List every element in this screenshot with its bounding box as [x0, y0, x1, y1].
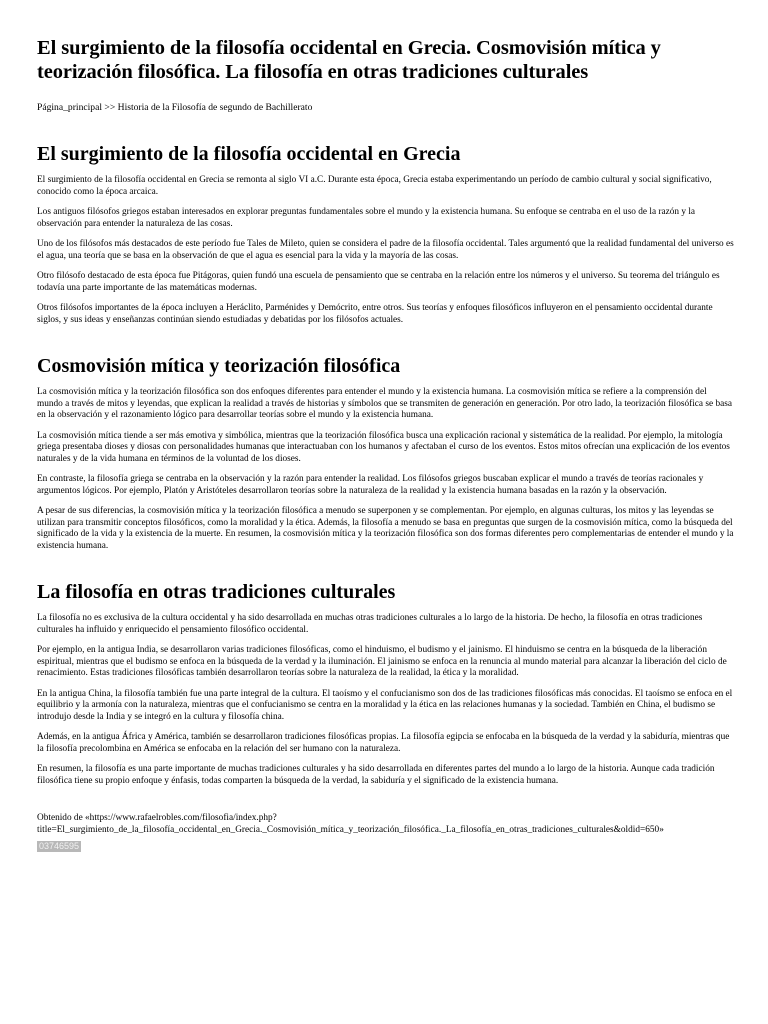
section-heading: Cosmovisión mítica y teorización filosófica	[37, 355, 401, 377]
source-attribution	[37, 813, 734, 836]
breadcrumb	[37, 102, 734, 114]
section-mythical-vs-philosophical	[37, 354, 734, 552]
source-prefix: Obtenido de «	[37, 813, 90, 823]
breadcrumb-separator: >>	[102, 102, 118, 113]
id-badge: 03746595	[39, 841, 80, 851]
paragraph: Otros filósofos importantes de la época incluyen a Heráclito, Parménides y Demócrito, entre otros. Sus teorías y enfoques filosóficos influyeron en el pensamiento occidental durante siglos, y sus ideas y enseñanzas continúan siendo estudiadas y debatidas por los filósofos actuales.	[37, 303, 713, 325]
section-greek-origins	[37, 142, 734, 326]
paragraph: La cosmovisión mítica tiende a ser más emotiva y simbólica, mientras que la teorización filosófica busca una explicación racional y sistemática de la realidad. Por ejemplo, la mitología griega presentaba dioses y diosas con personalidades humanas que interactuaban con los humanos y afectaban el curso de los eventos. Estos mitos ofrecían una explicación de los eventos naturales y de la vida humana en términos de la voluntad de los dioses.	[37, 430, 730, 464]
paragraph: A pesar de sus diferencias, la cosmovisión mítica y la teorización filosófica a menudo se superponen y se complementan. Por ejemplo, en algunas culturas, los mitos y las leyendas se utilizan para transmitir conceptos filosóficos, como la moralidad y la ética. Además, la filosofía a menudo se basa en preguntas que surgen de la cosmovisión mítica, como la búsqueda del significado de la vida y la existencia de la muerte. En resumen, la cosmovisión mítica y la teorización filosófica son dos formas diferentes pero complementarias de entender el mundo y la existencia humana.	[37, 506, 734, 551]
source-link-line2[interactable]: title=El_surgimiento_de_la_filosofía_occidental_en_Grecia._Cosmovisión_mítica_y_teorización_filosófica._La_filosofía_en_otras_tradiciones_culturales&oldid=650	[37, 824, 660, 835]
paragraph: Además, en la antigua África y América, también se desarrollaron tradiciones filosóficas propias. La filosofía egipcia se enfocaba en la búsqueda de la verdad y la sabiduría, mientras que la filosofía precolombina en América se enfocaba en la relación del ser humano con la naturaleza.	[37, 732, 730, 754]
page-title: El surgimiento de la filosofía occidental en Grecia. Cosmovisión mítica y teorización filosófica. La filosofía en otras tradiciones culturales	[37, 37, 661, 83]
paragraph: Otro filósofo destacado de esta época fue Pitágoras, quien fundó una escuela de pensamiento que se centraba en la relación entre los números y el universo. Su teorema del triángulo es todavía una parte importante de las matemáticas modernas.	[37, 271, 720, 293]
source-suffix: »	[659, 824, 664, 835]
paragraph: En resumen, la filosofía es una parte importante de muchas tradiciones culturales y ha sido desarrollada en diferentes partes del mundo a lo largo de la historia. Aunque cada tradición filosófica tiene su propio enfoque y énfasis, todas comparten la búsqueda de la verdad, la sabiduría y el significado de la existencia humana.	[37, 764, 715, 786]
paragraph: En la antigua China, la filosofía también fue una parte integral de la cultura. El taoísmo y el confucianismo son dos de las tradiciones filosóficas más conocidas. El taoísmo se enfoca en el equilibrio y la armonía con la naturaleza, mientras que el confucianismo se centra en la moralidad y la ética en las relaciones humanas y la sociedad. También en China, el budismo se introdujo desde la India y se integró en la cultura y filosofía china.	[37, 688, 733, 722]
paragraph: El surgimiento de la filosofía occidental en Grecia se remonta al siglo VI a.C. Durante esta época, Grecia estaba experimentando un período de cambio cultural y social significativo, conocido como la época arcaica.	[37, 175, 712, 197]
source-link-line1[interactable]: https://www.rafaelrobles.com/filosofia/index.php?	[89, 813, 277, 823]
breadcrumb-home-link[interactable]: Página_principal	[37, 102, 103, 113]
section-heading: La filosofía en otras tradiciones culturales	[37, 581, 396, 603]
breadcrumb-current-link[interactable]: Historia de la Filosofía de segundo de Bachillerato	[117, 102, 313, 113]
paragraph: La cosmovisión mítica y la teorización filosófica son dos enfoques diferentes para entender el mundo y la existencia humana. La cosmovisión mítica se refiere a la comprensión del mundo a través de mitos y leyendas, que explican la realidad a través de historias y símbolos que se transmiten de generación en generación. Por otro lado, la teorización filosófica se basa en la observación y el razonamiento lógico para desarrollar teorías sobre el mundo y la existencia humana.	[37, 387, 732, 420]
paragraph: Los antiguos filósofos griegos estaban interesados en explorar preguntas fundamentales sobre el mundo y la existencia humana. Su enfoque se centraba en el uso de la razón y la observación para entender la naturaleza de las cosas.	[37, 207, 696, 229]
paragraph: La filosofía no es exclusiva de la cultura occidental y ha sido desarrollada en muchas otras tradiciones culturales a lo largo de la historia. De hecho, la filosofía en otras tradiciones culturales ha influido y enriquecido el pensamiento filosófico occidental.	[37, 613, 703, 635]
paragraph: En contraste, la filosofía griega se centraba en la observación y la razón para entender la realidad. Los filósofos griegos buscaban explicar el mundo a través de teorías racionales y argumentos lógicos. Por ejemplo, Platón y Aristóteles desarrollaron teorías sobre la naturaleza de la realidad y la existencia humana basadas en la razón y la observación.	[37, 474, 704, 496]
paragraph: Uno de los filósofos más destacados de este período fue Tales de Mileto, quien se considera el padre de la filosofía occidental. Tales argumentó que la realidad fundamental del universo es el agua, una teoría que se basa en la observación de que el agua es esencial para la vida y la mayoría de las cosas.	[37, 239, 734, 261]
section-heading: El surgimiento de la filosofía occidental en Grecia	[37, 143, 461, 165]
section-other-traditions	[37, 580, 734, 787]
paragraph: Por ejemplo, en la antigua India, se desarrollaron varias tradiciones filosóficas, como el hinduismo, el budismo y el jainismo. El hinduismo se centra en la búsqueda de la liberación espiritual, mientras que el budismo se enfoca en la búsqueda de la verdad y la iluminación. El jainismo se enfoca en la renuncia al mundo material para alcanzar la liberación del ciclo de renacimiento. Estas tradiciones filosóficas también desarrollaron teorías sobre la naturaleza de la realidad, la ética y la moralidad.	[37, 645, 727, 678]
